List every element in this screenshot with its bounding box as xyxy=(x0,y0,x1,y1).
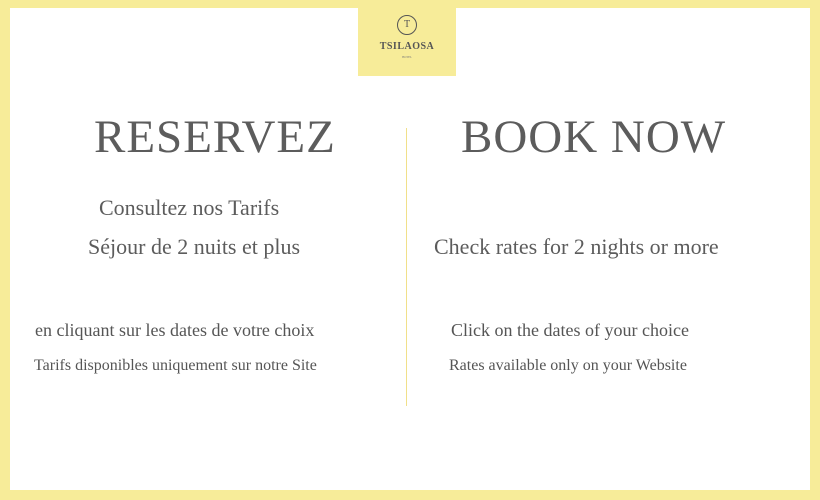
left-line-site-only: Tarifs disponibles uniquement sur notre Site xyxy=(34,357,317,374)
right-line-click-dates: Click on the dates of your choice xyxy=(451,320,689,340)
left-line-rates: Consultez nos Tarifs xyxy=(99,195,280,220)
book-now-heading[interactable]: BOOK NOW xyxy=(461,111,727,163)
right-line-website-only: Rates available only on your Website xyxy=(449,357,687,374)
logo-mark-icon: T xyxy=(397,15,417,35)
left-line-click-dates: en cliquant sur les dates de votre choix xyxy=(35,320,315,340)
logo-tagline: HOTEL xyxy=(402,55,412,59)
left-line-stay: Séjour de 2 nuits et plus xyxy=(88,234,301,259)
column-divider xyxy=(406,128,407,406)
reservez-heading[interactable]: RESERVEZ xyxy=(94,111,336,163)
right-line-rates: Check rates for 2 nights or more xyxy=(434,234,719,259)
logo-name: TSILAOSA xyxy=(379,41,435,52)
